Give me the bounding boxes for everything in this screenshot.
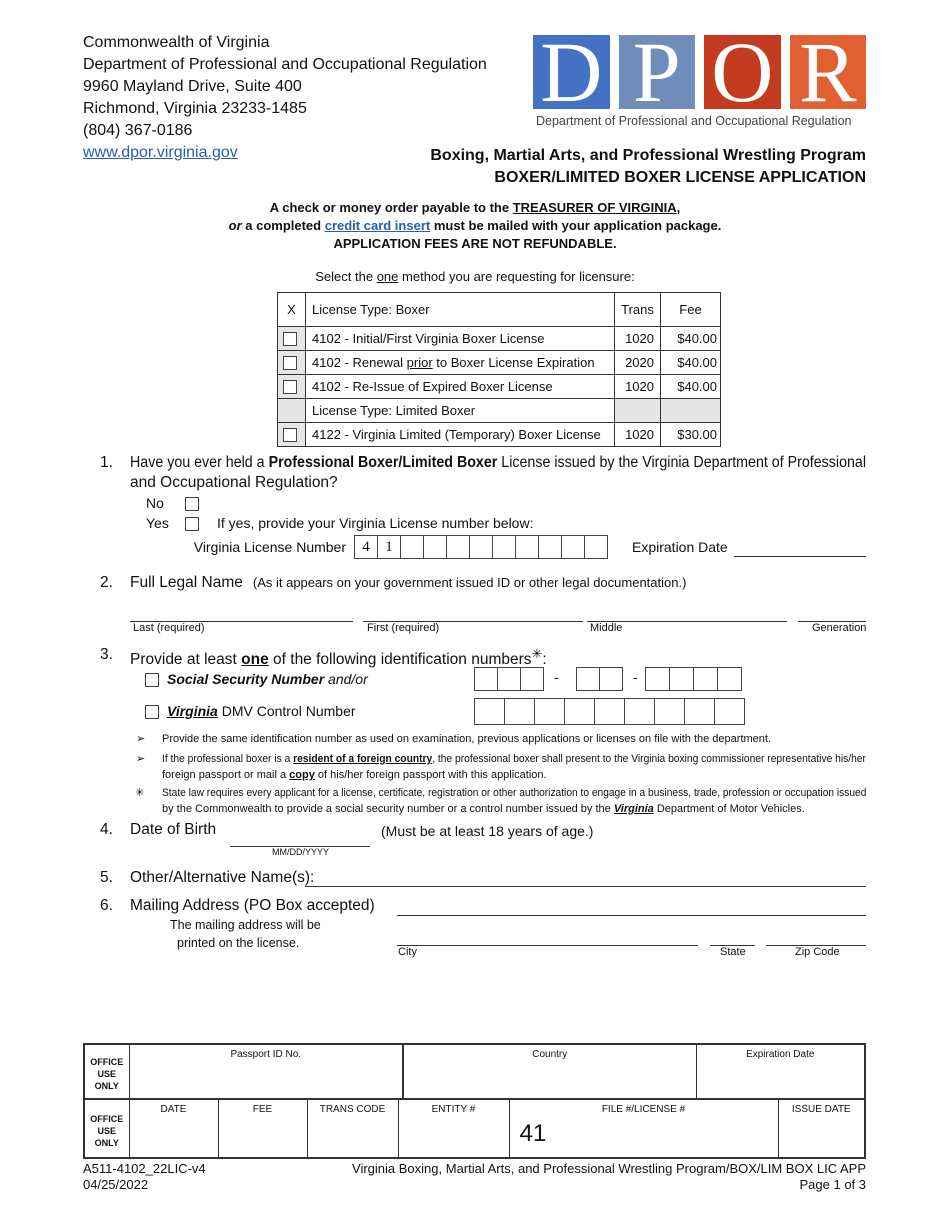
ssn-label: Social Security Number and/or [167,671,368,687]
ssn-checkbox[interactable] [145,673,159,687]
office-use-label: OFFICE USE ONLY [84,1099,129,1158]
select-instruction: Select the one method you are requesting for licensure: [315,269,635,284]
expiration-date-label: Expiration Date [632,539,728,555]
credit-card-insert-link[interactable]: credit card insert [324,218,431,233]
note-bullet: If the professional boxer is a resident of a foreign country, the professional boxer shall present to the Virginia boxing commissioner representative his/her foreign passport or mail a copy of his/her foreign passport with this application. [162,753,866,781]
city-field[interactable] [397,945,698,946]
entity-cell: ENTITY # [398,1099,509,1158]
q1-text: Have you ever held a Professional Boxer/Limited Boxer License issued by the Virginia Department of Professional [130,454,866,471]
yes-note: If yes, provide your Virginia License number below: [217,515,534,531]
field-label: Zip Code [795,946,840,958]
logo-letter: P [619,35,696,109]
field-label: First (required) [367,622,440,634]
payment-notice: or a completed credit card insert must be mailed with your application package. [228,218,722,233]
trans-code-cell: TRANS CODE [307,1099,398,1158]
license-type-table [277,292,721,447]
license-number-input[interactable]: 4 1 [354,535,607,559]
mailing-address-label: Mailing Address (PO Box accepted) [130,897,375,914]
address-line: 9960 Mayland Drive, Suite 400 [83,78,302,95]
q3-text: Provide at least one of the following identification numbers✳: [130,646,547,669]
office-use-table [83,1043,866,1100]
dmv-label: Virginia DMV Control Number [167,703,356,719]
table-header: X License Type: Boxer Trans Fee [278,293,721,327]
table-row: 4122 - Virginia Limited (Temporary) Boxer License 1020 $30.00 [278,423,721,447]
footer-right: Virginia Boxing, Martial Arts, and Professional Wrestling Program/BOX/LIM BOX LIC APP Page 1 of 3 [352,1161,866,1192]
note-bullet: Provide the same identification number as used on examination, previous applications or licenses on file with the department. [162,733,772,745]
note-bullet: State law requires every applicant for a license, certificate, registration or other authorization to engage in a business, trade, profession or occupation issued by the Commonwealth to provide a social security number or a control number issued by the Virginia Department of Motor Vehicles. [162,787,867,815]
footer-left: A511-4102_22LIC-v4 04/25/2022 [83,1161,206,1192]
ssn-input[interactable] [576,667,622,691]
expiration-date-cell: Expiration Date [696,1044,865,1099]
date-cell: DATE [129,1099,218,1158]
field-label: State [720,946,746,958]
office-use-label: OFFICE USE ONLY [84,1044,129,1099]
street-address-field[interactable] [397,915,866,916]
question-number: 5. [100,869,113,886]
mailing-note: The mailing address will be [170,918,321,932]
question-number: 4. [100,821,113,838]
ssn-input[interactable] [645,667,741,691]
field-label: Last (required) [133,622,205,634]
logo-letter: D [533,35,610,109]
question-number: 2. [100,574,113,591]
program-title: Boxing, Martial Arts, and Professional Wrestling Program [430,147,866,164]
refund-notice: APPLICATION FEES ARE NOT REFUNDABLE. [333,236,617,251]
country-cell: Country [403,1044,696,1099]
table-row: 4102 - Re-Issue of Expired Boxer License 1020 $40.00 [278,375,721,399]
q1-text: and Occupational Regulation? [130,474,338,491]
ssn-input[interactable] [474,667,543,691]
asterisk-icon: ✳ [135,787,145,799]
question-number: 1. [100,454,113,471]
arrow-bullet-icon: ➢ [136,733,146,745]
expiration-date-field[interactable] [734,556,866,557]
website-link[interactable]: www.dpor.virginia.gov [83,144,238,161]
license-checkbox[interactable] [283,380,297,394]
address-line: Commonwealth of Virginia [83,34,270,51]
field-label: Middle [590,622,623,634]
payment-notice: A check or money order payable to the TREASURER OF VIRGINIA, [269,200,681,215]
yes-label: Yes [146,515,169,531]
address-line: (804) 367-0186 [83,122,193,139]
alt-names-field[interactable] [305,886,866,887]
passport-id-cell: Passport ID No. [129,1044,403,1099]
logo-caption: Department of Professional and Occupational Regulation [536,114,852,128]
address-line: Department of Professional and Occupational Regulation [83,56,487,73]
q2-text: Full Legal Name (As it appears on your government issued ID or other legal documentation.) [130,574,687,591]
yes-checkbox[interactable] [185,517,199,531]
form-title: BOXER/LIMITED BOXER LICENSE APPLICATION [494,169,866,186]
field-label: Generation [812,622,867,634]
question-number: 3. [100,646,113,663]
logo-letter: R [790,35,867,109]
dob-label: Date of Birth [130,821,217,838]
license-number-label: Virginia License Number [193,539,346,555]
table-subheader: License Type: Limited Boxer [278,399,721,423]
dob-format: MM/DD/YYYY [272,847,330,857]
table-row: 4102 - Renewal prior to Boxer License Expiration 2020 $40.00 [278,351,721,375]
issue-date-cell: ISSUE DATE [778,1099,865,1158]
no-label: No [146,495,164,511]
dmv-number-input[interactable] [474,698,744,725]
address-block [83,32,523,164]
alt-names-label: Other/Alternative Name(s): [130,869,315,886]
field-label: City [398,946,417,958]
dmv-checkbox[interactable] [145,705,159,719]
logo-letter: O [704,35,781,109]
table-row: 4102 - Initial/First Virginia Boxer License 1020 $40.00 [278,327,721,351]
license-checkbox[interactable] [283,332,297,346]
address-line: Richmond, Virginia 23233-1485 [83,100,307,117]
dpor-logo [533,35,866,109]
file-license-cell: FILE #/LICENSE # 41 [509,1099,778,1158]
office-use-table [83,1098,866,1159]
dash: - [554,669,559,685]
license-checkbox[interactable] [283,428,297,442]
license-checkbox[interactable] [283,356,297,370]
arrow-bullet-icon: ➢ [136,753,146,765]
question-number: 6. [100,897,113,914]
dash: - [633,669,638,685]
no-checkbox[interactable] [185,497,199,511]
dob-note: (Must be at least 18 years of age.) [381,823,594,839]
mailing-note: printed on the license. [177,936,300,950]
fee-cell: FEE [218,1099,307,1158]
